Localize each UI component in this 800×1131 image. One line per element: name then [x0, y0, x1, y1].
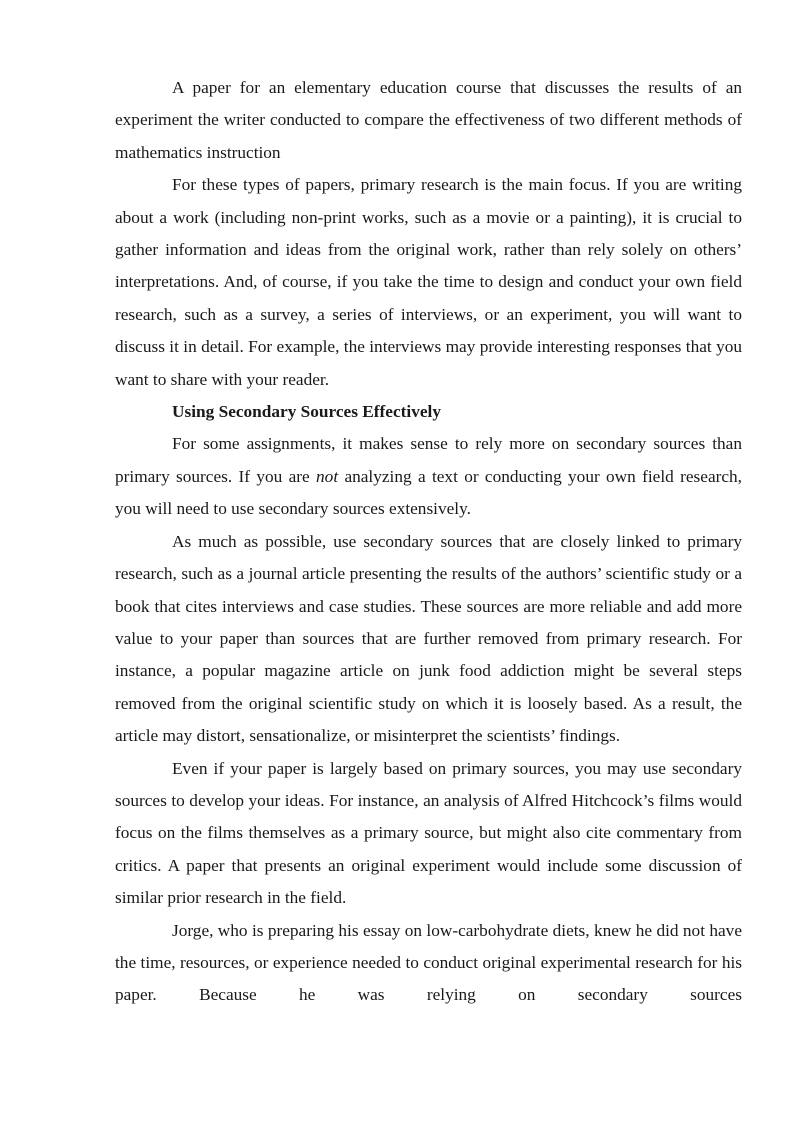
paragraph-jorge-example: Jorge, who is preparing his essay on low-carbohydrate diets, knew he did not have the time, resources, or experience needed to conduct original experimental research for his paper. Because he was relying on secondary sources: [115, 920, 742, 1005]
paragraph-primary-research: For these types of papers, primary research is the main focus. If you are writing about a work (including non-print works, such as a movie or a painting), it is crucial to gather information and ideas from the original work, rather than rely solely on others’ interpretations. And, of course, if you take the time to design and conduct your own field research, such as a survey, a series of interviews, or an experiment, you will want to discuss it in detail. For example, the interviews may provide interesting responses that you want to share with your reader.: [115, 175, 742, 389]
paragraph-text: analyzing a text or conducting your own field research, you will need to use secondary sources extensively.: [115, 466, 743, 519]
body-text: [115, 72, 742, 1012]
section-heading: Using Secondary Sources Effectively: [172, 402, 441, 422]
paragraph-secondary-assignments: [115, 428, 742, 525]
paragraph-linked-sources: As much as possible, use secondary sources that are closely linked to primary research, such as a journal article presenting the results of the authors’ scientific study or a book that cites interviews and case studies. These sources are more reliable and add more value to your paper than sources that are further removed from primary research. For instance, a popular magazine article on junk food addiction might be several steps removed from the original scientific study on which it is loosely based. As a result, the article may distort, sensationalize, or misinterpret the scientists’ findings.: [115, 531, 742, 746]
paragraph-develop-ideas: Even if your paper is largely based on primary sources, you may use secondary sources to develop your ideas. For instance, an analysis of Alfred Hitchcock’s films would focus on the films themselves as a primary source, but might also cite commentary from critics. A paper that presents an original experiment would include some discussion of similar prior research in the field.: [115, 758, 742, 908]
emphasis-text: not: [316, 466, 339, 486]
paragraph-text: For some assignments, it makes sense to rely more on secondary sources than primary sources. If you are: [115, 434, 742, 486]
paragraph-example-paper: A paper for an elementary education course that discusses the results of an experiment the writer conducted to compare the effectiveness of two different methods of mathematics instruction: [115, 78, 742, 162]
